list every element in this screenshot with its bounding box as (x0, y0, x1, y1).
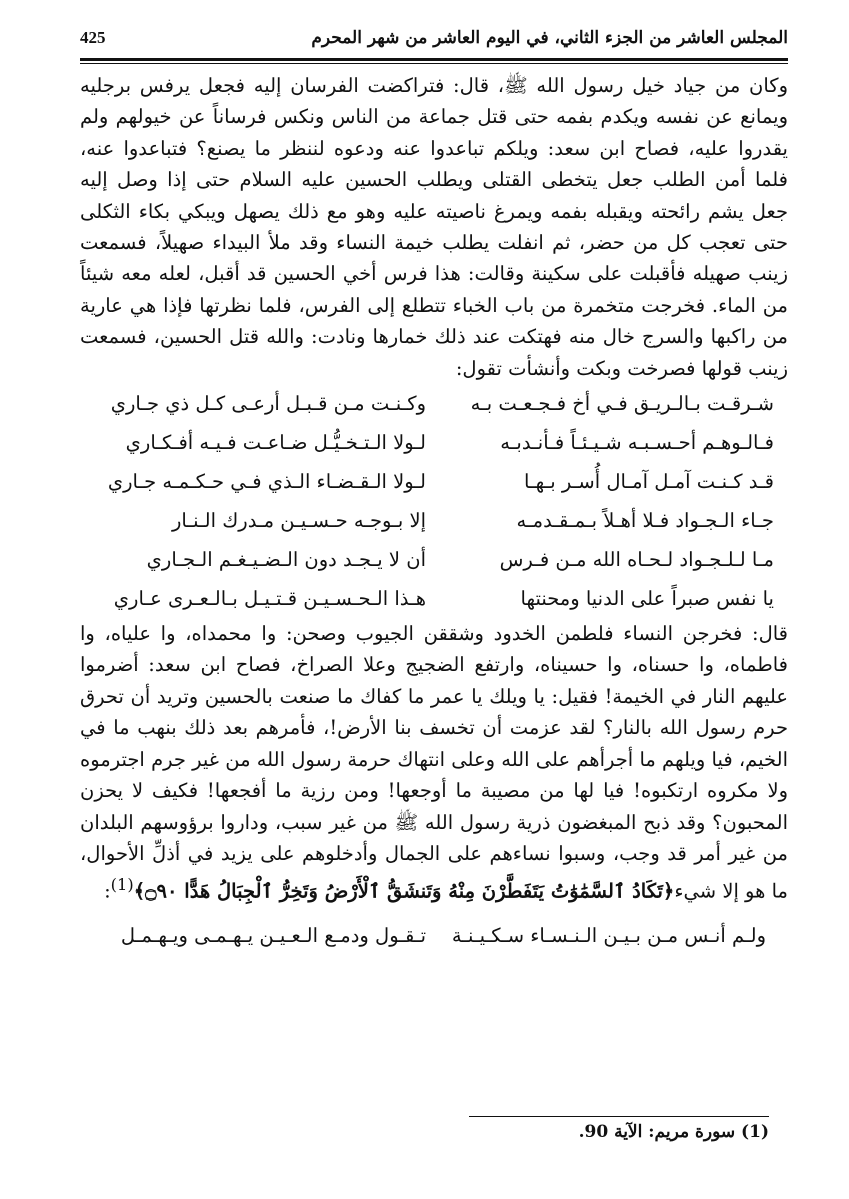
header-rule-thick (80, 58, 788, 61)
verse-7-first: ولـم أنـس مـن بـيـن الـنـسـاء سـكـيـنـة (451, 923, 766, 947)
verse-2-second: لـولا الـتـخـيُّـل ضـاعـت فـيـه أفـكـاري (125, 431, 426, 455)
paragraph-1: وكان من جياد خيل رسول الله ﷺ، قال: فتراكضت الفرسان إليه فجعل يرفس برجليه ويمانع عن نفسه ويكدم بفمه حتى قتل جماعة من الناس ونكس فرساناً عن خيولهم ولم يقدروا عليه، فصاح ابن سعد: ويلكم تباعدوا عنه ودعوه لننظر ما يصنع؟ فتباعدوا عنه، فلما أمن الطلب جعل يتخطى القتلى ويطلب الحسين عليه السلام حتى إذا وصل إليه جعل يشم رائحته ويقبله بفمه ويمرغ ناصيته عليه وهو مع ذلك يصهل ويبكي بكاء الثكلى حتى تعجب كل من حضر، ثم انفلت يطلب خيمة النساء وقد ملأ البيداء صهيلاً، فسمعت زينب صهيله فأقبلت على سكينة وقالت: هذا فرس أخي الحسين قد أقبل، لعله معه شيئاً من الماء. فخرجت متخمرة من باب الخباء تتطلع إلى الفرس، فلما نظرتها فإذا هي عارية من راكبها والسرج خال منه فهتكت عند ذلك خمارها ونادت: والله قتل الحسين، فسمعت زينب قولها فصرخت وبكت وأنشأت تقول: (80, 74, 788, 380)
verse-2-first: فـالـوهـم أحـسـبـه شـيـئـاً فـأنـدبـه (500, 431, 774, 455)
paragraph-2-text: قال: فخرجن النساء فلطمن الخدود وشققن الجيوب وصحن: وا محمداه، وا علياه، وا فاطماه، وا حسناه، وا حسيناه، وارتفع الضجيج وعلا الصراخ، فصاح ابن سعد: أضرموا عليهم النار في الخيمة! فقيل: يا ويلك يا عمر ما كفاك ما صنعت بالحسين وتريد أن تحرق حرم رسول الله بالنار؟ لقد عزمت أن تخسف بنا الأرض!، فأمرهم بعد ذلك بنهب ما في الخيم، فيا ويلهم ما أجرأهم على الله وعلى انتهاك حرمة رسول الله من غير جرم اجترموه ولا مكروه ارتكبوه! فيا لها من مصيبة ما أوجعها! ومن رزية ما أفجعها! فكيف لا يحزن المحبون؟ وقد ذبح المبغضون ذرية رسول الله ﷺ من غير سبب، وداروا برؤوسهم البلدان من غير أمر قد وجب، وسبوا نساءهم على الجمال وأدخلوهم على يزيد في أذلِّ الأحوال، ما هو إلا شيء (80, 622, 788, 903)
footnote-marker[interactable]: (1) (110, 875, 134, 895)
verse-7 (80, 913, 788, 957)
verse-4 (80, 501, 788, 540)
verse-3-second: لـولا الـقـضـاء الـذي فـي حـكـمـه جـاري (107, 470, 426, 494)
page (80, 28, 788, 957)
verse-6-second: هـذا الـحـسـيـن قـتـيـل بـالـعـرى عـاري (113, 587, 426, 611)
header-rule-thin (80, 63, 788, 64)
page-number: 425 (80, 28, 106, 47)
verse-6 (80, 579, 788, 618)
verse-4-second: إلا بـوجـه حـسـيـن مـدرك الـنـار (172, 509, 426, 533)
verse-1-second: وكـنـت مـن قـبـل أرعـى كـل ذي جـاري (110, 392, 426, 416)
verse-5-second: أن لا يـجـد دون الـضـيـغـم الـجـاري (146, 548, 426, 572)
verse-1-first: شـرقـت بـالـريـق فـي أخ فـجـعـت بـه (470, 392, 774, 416)
verse-4-first: جـاء الـجـواد فـلا أهـلاً بـمـقـدمـه (516, 509, 774, 533)
verse-7-second: تـقـول ودمـع الـعـيـن يـهـمـى ويـهـمـل (120, 923, 426, 947)
verse-1 (80, 384, 788, 423)
running-header (80, 28, 788, 56)
verse-3 (80, 462, 788, 501)
quran-quote: ﴿تَكَادُ ٱلسَّمَٰوَٰتُ يَتَفَطَّرْنَ مِنْهُ وَتَنشَقُّ ٱلْأَرْضُ وَتَخِرُّ ٱلْجِبَالُ هَدًّا ۝٩٠﴾ (133, 879, 675, 903)
header-title: المجلس العاشر من الجزء الثاني، في اليوم العاشر من شهر المحرم (311, 28, 788, 48)
verse-6-first: يا نفس صبراً على الدنيا ومحنتها (520, 587, 774, 611)
verse-2 (80, 423, 788, 462)
paragraph-2-end: : (104, 879, 111, 903)
footnote-rule (469, 1116, 769, 1117)
verse-3-first: قـد كـنـت آمـل آمـال أُسـر بـهـا (523, 470, 774, 494)
verse-5-first: مـا لـلـجـواد لـحـاه الله مـن فـرس (499, 548, 774, 572)
verse-5 (80, 540, 788, 579)
poem (80, 384, 788, 618)
paragraph-2 (80, 618, 788, 907)
footnote: (1) سورة مريم: الآية 90. (578, 1122, 769, 1142)
